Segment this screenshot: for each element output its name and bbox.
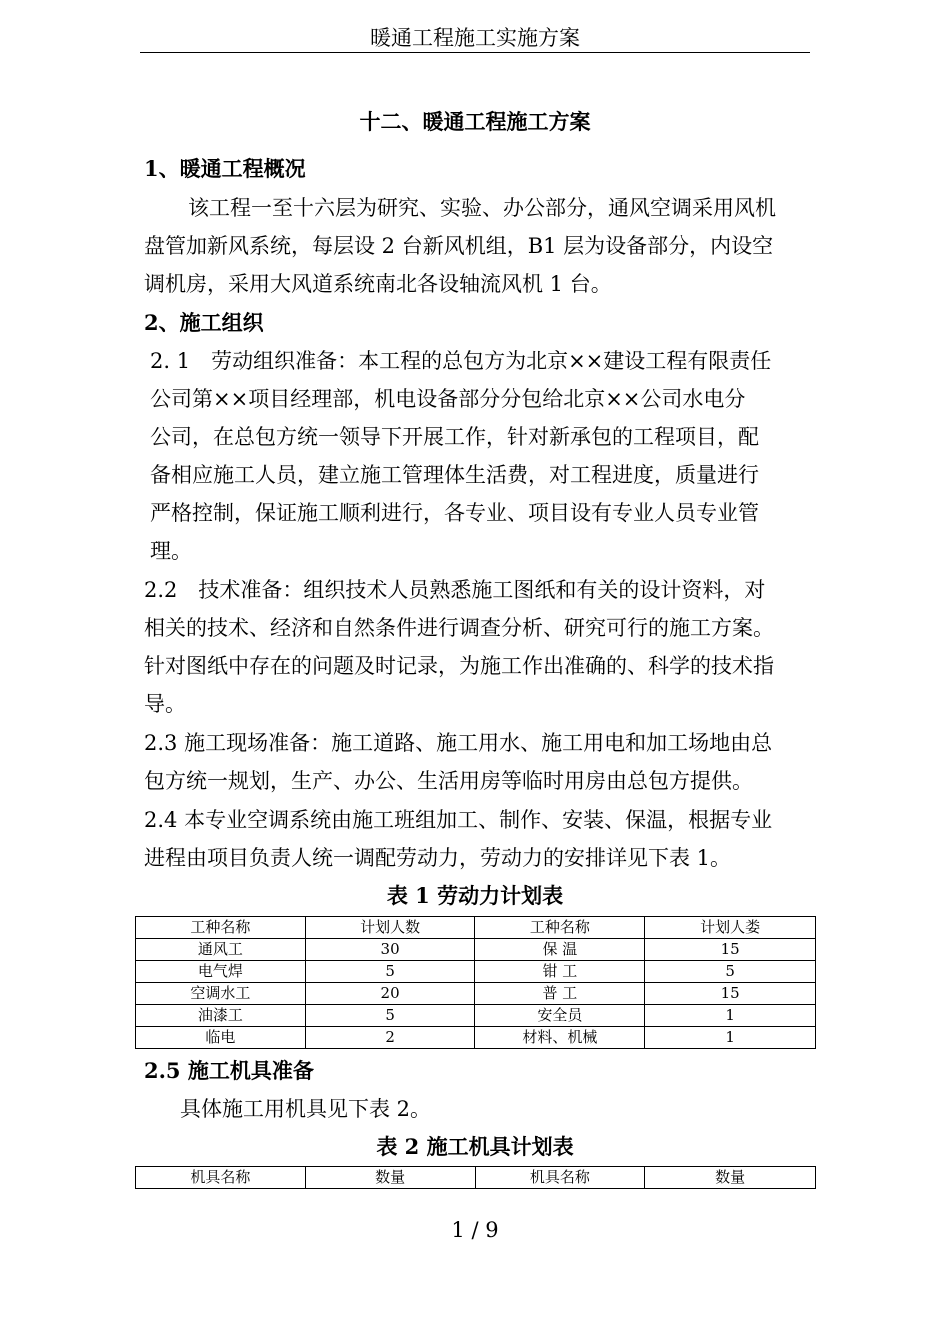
table-cell: 20 — [305, 983, 475, 1005]
table-cell: 15 — [645, 939, 816, 961]
table-row — [136, 1005, 816, 1027]
para-2-3-line: 2.3 施工现场准备：施工道路、施工用水、施工用电和加工场地由总 — [144, 731, 773, 755]
table-cell: 油漆工 — [136, 1005, 306, 1027]
table-cell: 5 — [305, 961, 475, 983]
table-header-cell: 数量 — [305, 1167, 475, 1189]
table-cell: 保 温 — [475, 939, 645, 961]
table-header-cell: 计划人娄 — [645, 917, 816, 939]
table-cell: 30 — [305, 939, 475, 961]
table-header-cell: 工种名称 — [475, 917, 645, 939]
table-cell: 临电 — [136, 1027, 306, 1049]
table-row — [136, 939, 816, 961]
para-2-4-line: 进程由项目负责人统一调配劳动力，劳动力的安排详见下表 1。 — [144, 846, 732, 870]
table1-caption: 表 1 劳动力计划表 — [386, 883, 564, 908]
section1-line: 盘管加新风系统，每层设 2 台新风机组，B1 层为设备部分，内设空 — [144, 234, 774, 258]
para-2-1-line: 公司第××项目经理部，机电设备部分分包给北京××公司水电分 — [150, 387, 746, 411]
table-cell: 通风工 — [136, 939, 306, 961]
section1-heading: 1、暖通工程概况 — [144, 156, 306, 181]
table-header-cell: 机具名称 — [475, 1167, 645, 1189]
header-title: 暖通工程施工实施方案 — [370, 26, 580, 50]
labor-plan-table — [135, 916, 816, 1049]
header-rule — [140, 52, 810, 53]
section1-line: 调机房，采用大风道系统南北各设轴流风机 1 台。 — [144, 272, 612, 296]
equipment-plan-table — [135, 1166, 816, 1189]
table-cell: 5 — [305, 1005, 475, 1027]
table-cell: 空调水工 — [136, 983, 306, 1005]
table-header-cell: 工种名称 — [136, 917, 306, 939]
section25-line: 具体施工用机具见下表 2。 — [180, 1097, 432, 1121]
table2-caption: 表 2 施工机具计划表 — [376, 1134, 574, 1159]
para-2-1-line: 公司，在总包方统一领导下开展工作，针对新承包的工程项目，配 — [150, 425, 759, 449]
table-cell: 电气焊 — [136, 961, 306, 983]
table-header-cell: 数量 — [645, 1167, 816, 1189]
table-cell: 材料、机械 — [475, 1027, 645, 1049]
table-row — [136, 983, 816, 1005]
table-cell: 5 — [645, 961, 816, 983]
page-number: 1 / 9 — [451, 1218, 499, 1242]
para-2-1-line: 理。 — [150, 539, 192, 563]
table-cell: 安全员 — [475, 1005, 645, 1027]
table-cell: 1 — [645, 1005, 816, 1027]
section2-heading: 2、施工组织 — [144, 310, 264, 335]
para-2-2-line: 导。 — [144, 692, 186, 716]
document-title: 十二、暖通工程施工方案 — [359, 109, 591, 134]
table-cell: 2 — [305, 1027, 475, 1049]
table-row — [136, 1027, 816, 1049]
table-header-cell: 计划人数 — [305, 917, 475, 939]
section25-heading: 2.5 施工机具准备 — [144, 1058, 314, 1083]
table-row — [136, 961, 816, 983]
table-cell: 15 — [645, 983, 816, 1005]
para-2-2-line: 相关的技术、经济和自然条件进行调查分析、研究可行的施工方案。 — [144, 616, 774, 640]
table-header-row — [136, 917, 816, 939]
table-header-cell: 机具名称 — [136, 1167, 306, 1189]
section1-line: 该工程一至十六层为研究、实验、办公部分，通风空调采用风机 — [188, 196, 776, 220]
table-cell: 普 工 — [475, 983, 645, 1005]
table-cell: 1 — [645, 1027, 816, 1049]
para-2-2-line: 针对图纸中存在的问题及时记录，为施工作出准确的、科学的技术指 — [144, 654, 774, 678]
para-2-4-line: 2.4 本专业空调系统由施工班组加工、制作、安装、保温，根据专业 — [144, 808, 773, 832]
para-2-1-line: 2. 1 劳动组织准备：本工程的总包方为北京××建设工程有限责任 — [150, 349, 772, 373]
table-header-row — [136, 1167, 816, 1189]
para-2-1-line: 严格控制，保证施工顺利进行，各专业、项目设有专业人员专业管 — [150, 501, 759, 525]
table-cell: 钳 工 — [475, 961, 645, 983]
para-2-2-line: 2.2 技术准备：组织技术人员熟悉施工图纸和有关的设计资料，对 — [144, 578, 766, 602]
para-2-3-line: 包方统一规划，生产、办公、生活用房等临时用房由总包方提供。 — [144, 769, 753, 793]
para-2-1-line: 备相应施工人员，建立施工管理体生活费，对工程进度，质量进行 — [150, 463, 759, 487]
